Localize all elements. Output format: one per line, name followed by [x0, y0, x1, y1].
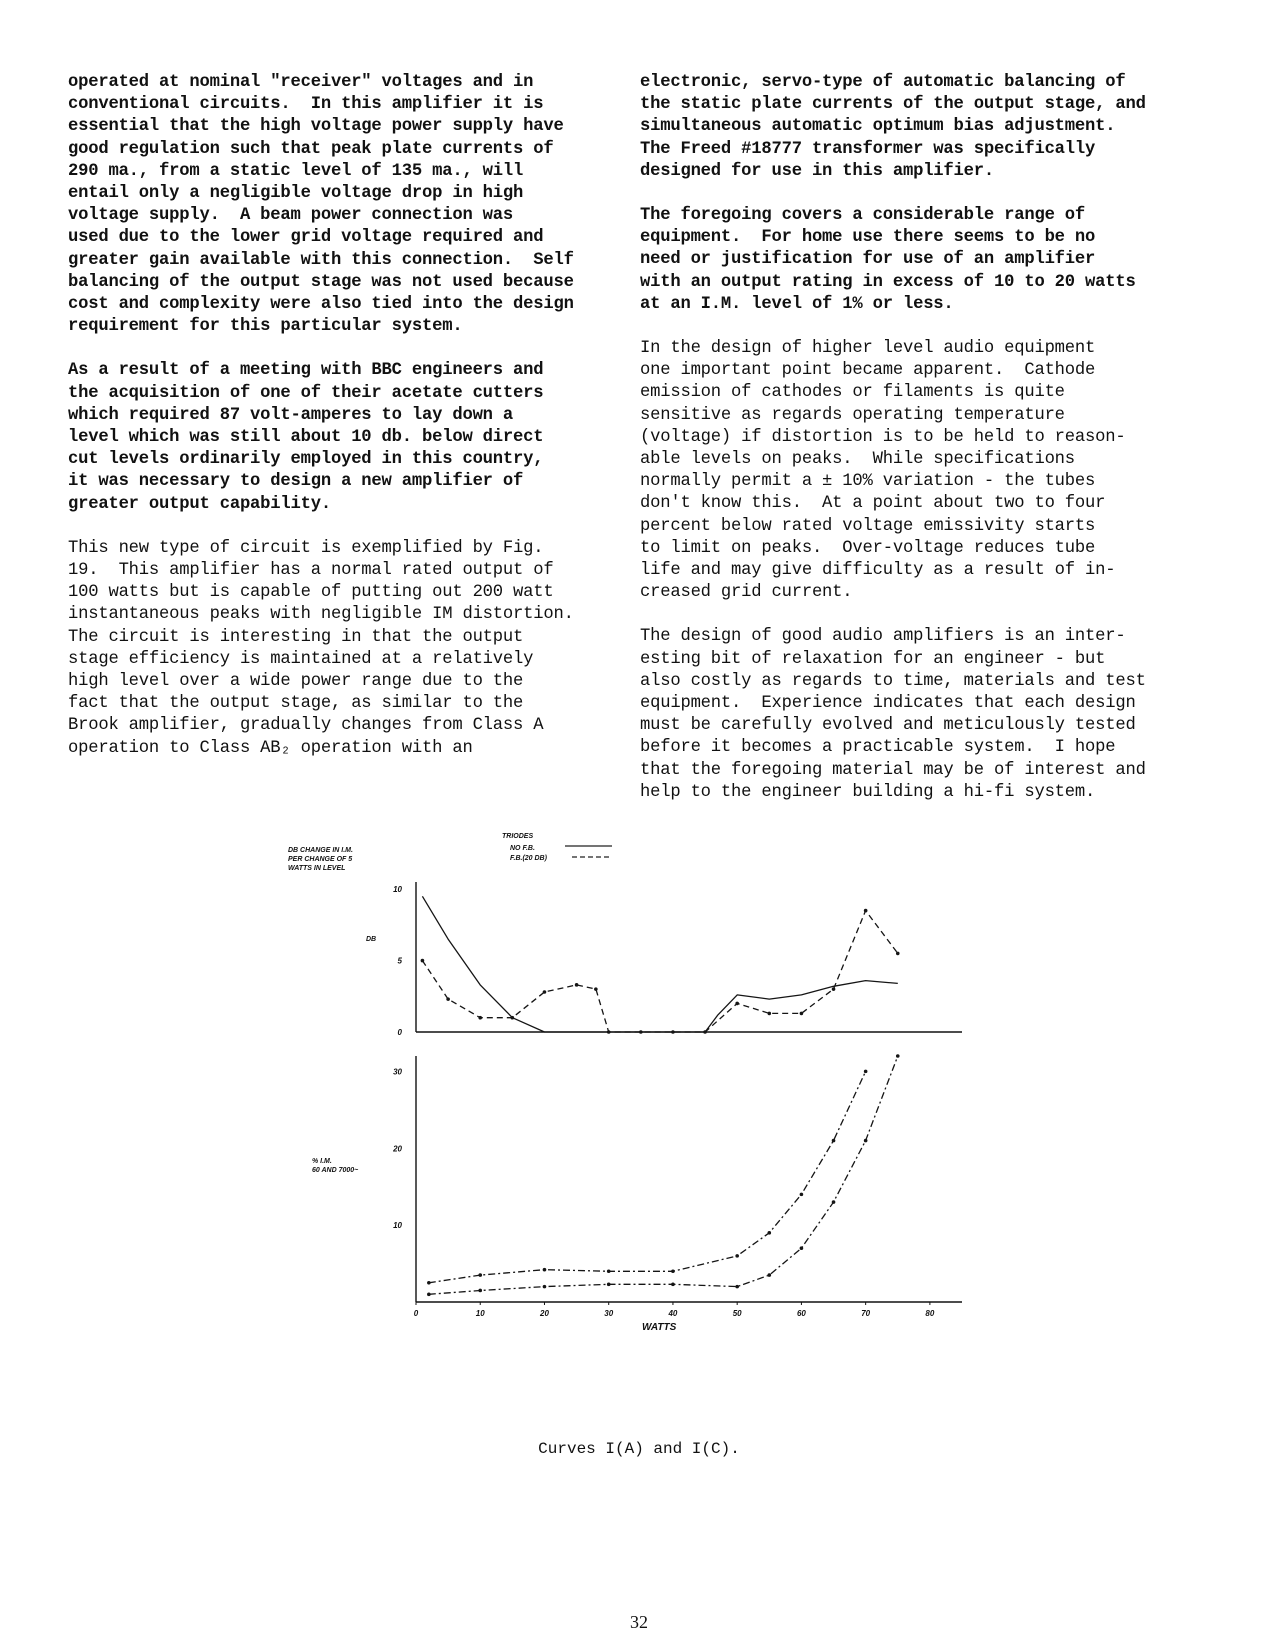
data-point	[607, 1030, 611, 1034]
text-line: creased grid current.	[640, 583, 853, 603]
text-line: requirement for this particular system.	[68, 317, 463, 337]
text-line: high level over a wide power range due to the	[68, 672, 524, 692]
figure-caption: Curves I(A) and I(C).	[538, 1440, 740, 1458]
legend-item-label: NO F.B.	[510, 845, 535, 852]
y-tick-label: 30	[393, 1067, 402, 1077]
text-line: equipment. For home use there seems to be no	[640, 228, 1096, 248]
chart-legend	[502, 833, 612, 862]
x-tick-label: 10	[475, 1309, 485, 1318]
lower-ylabel-line: 60 AND 7000~	[312, 1167, 359, 1174]
text-line: operated at nominal "receiver" voltages and in	[68, 73, 534, 92]
upper-unit-label: DB	[366, 936, 377, 943]
text-line: The foregoing covers a considerable range of	[640, 206, 1086, 226]
text-line: able levels on peaks. While specifications	[640, 450, 1075, 470]
right-text-column	[640, 72, 1146, 826]
text-line: good regulation such that peak plate currents of	[68, 139, 554, 159]
y-tick-label: 10	[393, 885, 402, 895]
data-point	[864, 1070, 868, 1074]
data-point	[832, 1139, 836, 1143]
text-line: to limit on peaks. Over-voltage reduces tube	[640, 538, 1096, 558]
data-point	[864, 909, 868, 913]
text-line: conventional circuits. In this amplifier it is	[68, 95, 544, 115]
text-line: with an output rating in excess of 10 to 20 watts	[640, 272, 1136, 292]
text-line: instantaneous peaks with negligible IM distortion.	[68, 605, 574, 625]
text-line: This new type of circuit is exemplified by Fig.	[68, 538, 544, 558]
paragraph	[640, 626, 1146, 804]
data-point	[800, 1193, 804, 1197]
data-point	[703, 1030, 707, 1034]
x-tick-label: 70	[861, 1309, 871, 1318]
data-point	[421, 959, 425, 963]
text-line: percent below rated voltage emissivity starts	[640, 516, 1096, 536]
text-line: equipment. Experience indicates that each design	[640, 694, 1136, 714]
x-tick-label: 0	[413, 1309, 419, 1318]
text-line: life and may give difficulty as a result of in-	[640, 561, 1116, 581]
text-line: at an I.M. level of 1% or less.	[640, 294, 954, 314]
data-point	[671, 1269, 675, 1273]
text-line: esting bit of relaxation for an engineer - but	[640, 649, 1106, 669]
text-line: emission of cathodes or filaments is quite	[640, 383, 1065, 403]
data-point	[594, 987, 598, 991]
x-tick-label: 50	[732, 1309, 742, 1318]
text-line: don't know this. At a point about two to four	[640, 494, 1106, 514]
series-line	[429, 1056, 898, 1294]
data-point	[478, 1016, 482, 1020]
data-point	[446, 997, 450, 1001]
data-point	[896, 952, 900, 956]
text-line: operation to Class AB₂ operation with an	[68, 738, 473, 758]
text-line: greater gain available with this connection. Self	[68, 250, 574, 270]
data-point	[511, 1016, 515, 1020]
data-point	[543, 1285, 547, 1289]
text-line: The design of good audio amplifiers is an inter-	[640, 627, 1126, 647]
y-tick-label: 5	[397, 956, 402, 966]
data-point	[800, 1012, 804, 1016]
legend-title: TRIODES	[502, 833, 534, 840]
paragraph	[68, 72, 574, 338]
text-line: cut levels ordinarily employed in this country,	[68, 450, 544, 470]
x-tick-label: 30	[604, 1309, 614, 1318]
upper-ylabel	[288, 847, 353, 872]
text-line: In the design of higher level audio equipment	[640, 339, 1096, 359]
data-point	[478, 1289, 482, 1293]
data-point	[543, 990, 547, 994]
paragraph	[68, 538, 574, 760]
text-line: entail only a negligible voltage drop in high	[68, 184, 524, 204]
text-line: which required 87 volt-amperes to lay down a	[68, 405, 514, 425]
data-point	[864, 1139, 868, 1143]
text-line: need or justification for use of an amplifier	[640, 250, 1096, 270]
data-point	[427, 1293, 431, 1297]
data-point	[671, 1030, 675, 1034]
text-line: must be carefully evolved and meticulously tested	[640, 716, 1136, 736]
paragraph	[68, 360, 574, 515]
data-point	[543, 1268, 547, 1272]
text-line: electronic, servo-type of automatic balancing of	[640, 73, 1126, 92]
text-line: designed for use in this amplifier.	[640, 161, 994, 181]
data-point	[800, 1246, 804, 1250]
x-tick-label: 80	[925, 1309, 935, 1318]
x-tick-label: 40	[668, 1309, 678, 1318]
text-line: sensitive as regards operating temperature	[640, 405, 1065, 425]
text-line: 290 ma., from a static level of 135 ma., will	[68, 161, 524, 181]
data-point	[639, 1030, 643, 1034]
text-line: also costly as regards to time, materials and test	[640, 671, 1146, 691]
text-line: essential that the high voltage power supply have	[68, 117, 564, 137]
text-line: used due to the lower grid voltage required and	[68, 228, 544, 248]
text-line: the static plate currents of the output stage, and	[640, 95, 1146, 115]
data-point	[735, 1002, 739, 1006]
text-line: The circuit is interesting in that the output	[68, 627, 524, 647]
text-line: one important point became apparent. Cathode	[640, 361, 1096, 381]
text-line: balancing of the output stage was not used because	[68, 272, 574, 292]
x-tick-label: 20	[540, 1309, 549, 1318]
paragraph	[640, 205, 1146, 316]
text-line: (voltage) if distortion is to be held to reason-	[640, 427, 1126, 447]
data-point	[735, 1285, 739, 1289]
data-point	[607, 1283, 611, 1287]
data-point	[735, 1254, 739, 1258]
data-point	[832, 987, 836, 991]
series-line	[422, 896, 897, 1032]
series-line	[429, 1071, 866, 1282]
lower-ylabel-line: % I.M.	[312, 1158, 332, 1165]
text-line: stage efficiency is maintained at a relatively	[68, 649, 534, 669]
text-line: cost and complexity were also tied into the design	[68, 295, 574, 315]
data-point	[478, 1273, 482, 1277]
data-point	[575, 983, 579, 987]
paragraph	[640, 338, 1146, 604]
data-point	[832, 1200, 836, 1204]
y-tick-label: 10	[393, 1221, 402, 1231]
data-point	[671, 1283, 675, 1287]
data-point	[767, 1012, 771, 1016]
text-line: 19. This amplifier has a normal rated output of	[68, 561, 554, 581]
paragraph	[640, 72, 1146, 183]
data-point	[767, 1231, 771, 1235]
chart-plot-layer	[392, 882, 962, 1318]
text-line: simultaneous automatic optimum bias adjustment.	[640, 117, 1116, 137]
upper-ylabel-line: WATTS IN LEVEL	[288, 865, 346, 872]
text-line: help to the engineer building a hi-fi system.	[640, 782, 1096, 802]
data-point	[896, 1054, 900, 1058]
lower-ylabel	[312, 1158, 358, 1174]
x-axis-label: WATTS	[642, 1322, 677, 1333]
text-line: greater output capability.	[68, 494, 331, 514]
text-line: As a result of a meeting with BBC engineers and	[68, 361, 544, 381]
left-text-column	[68, 72, 574, 782]
text-line: The Freed #18777 transformer was specifically	[640, 139, 1096, 159]
text-line: before it becomes a practicable system. I hope	[640, 738, 1116, 758]
y-tick-label: 0	[397, 1028, 402, 1037]
series-line	[422, 911, 897, 1032]
text-line: normally permit a ± 10% variation - the tubes	[640, 472, 1096, 492]
data-point	[607, 1269, 611, 1273]
text-line: fact that the output stage, as similar to the	[68, 694, 524, 714]
data-point	[767, 1273, 771, 1277]
data-point	[427, 1281, 431, 1285]
legend-item-label: F.B.(20 DB)	[510, 855, 547, 862]
page-number: 32	[630, 1612, 648, 1632]
text-line: 100 watts but is capable of putting out 200 watt	[68, 583, 554, 603]
y-tick-label: 20	[393, 1144, 402, 1154]
text-line: that the foregoing material may be of interest and	[640, 760, 1146, 780]
x-tick-label: 60	[796, 1309, 806, 1318]
upper-ylabel-line: PER CHANGE OF 5	[288, 856, 353, 863]
text-line: voltage supply. A beam power connection was	[68, 206, 514, 226]
text-line: it was necessary to design a new amplifier of	[68, 472, 524, 492]
text-line: level which was still about 10 db. below direct	[68, 428, 544, 448]
text-line: Brook amplifier, gradually changes from Class A	[68, 716, 544, 736]
upper-ylabel-line: DB CHANGE IN I.M.	[288, 847, 353, 854]
text-line: the acquisition of one of their acetate cutters	[68, 383, 544, 403]
